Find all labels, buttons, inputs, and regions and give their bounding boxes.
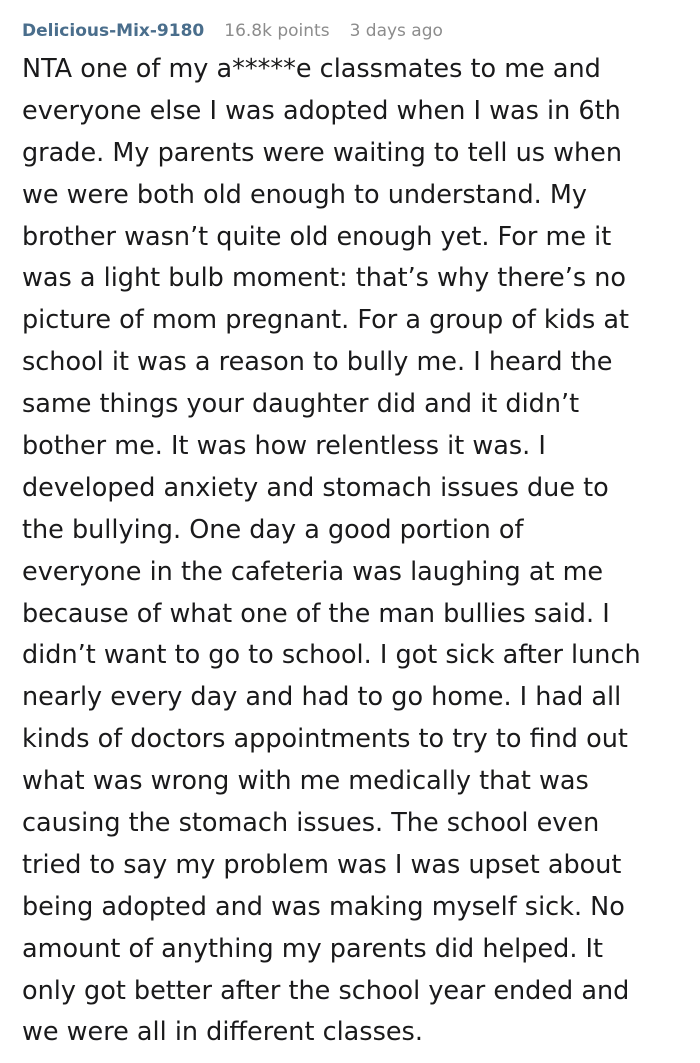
points-count: 16.8k points bbox=[224, 21, 330, 41]
comment-body-line: everyone else I was adopted when I was in 6th bbox=[22, 95, 621, 126]
comment-meta bbox=[22, 18, 680, 44]
author-link[interactable]: Delicious-Mix-9180 bbox=[22, 21, 205, 41]
comment-body-line: same things your daughter did and it didn’t bbox=[22, 389, 580, 420]
comment-body-line: picture of mom pregnant. For a group of kids at bbox=[22, 305, 629, 336]
timestamp: 3 days ago bbox=[349, 21, 443, 41]
comment-body-line: only got better after the school year ended and bbox=[22, 975, 630, 1006]
comment-body-line: tried to say my problem was I was upset about bbox=[22, 849, 622, 880]
comment-body-line: developed anxiety and stomach issues due to bbox=[22, 472, 609, 503]
comment-body-line: we were both old enough to understand. My bbox=[22, 179, 587, 210]
comment-body-line: everyone in the cafeteria was laughing at me bbox=[22, 556, 604, 587]
comment-body-line: NTA one of my a*****e classmates to me and bbox=[22, 54, 601, 84]
comment-body-line: nearly every day and had to go home. I had all bbox=[22, 682, 622, 713]
comment-body-line: because of what one of the man bullies said. I bbox=[22, 598, 610, 629]
comment-body-line: was a light bulb moment: that’s why there’s no bbox=[22, 263, 626, 294]
comment-body-line: didn’t want to go to school. I got sick after lunch bbox=[22, 640, 641, 671]
comment-body-line: bother me. It was how relentless it was. I bbox=[22, 431, 546, 462]
comment-body bbox=[22, 49, 680, 1054]
comment-body-line: causing the stomach issues. The school even bbox=[22, 808, 600, 839]
comment-body-line: the bullying. One day a good portion of bbox=[22, 514, 524, 545]
comment-body-line: brother wasn’t quite old enough yet. For me it bbox=[22, 221, 612, 252]
comment-body-line: grade. My parents were waiting to tell us when bbox=[22, 137, 623, 168]
comment-body-line: what was wrong with me medically that was bbox=[22, 766, 589, 797]
comment-body-line: amount of anything my parents did helped. It bbox=[22, 933, 604, 964]
comment-body-line: being adopted and was making myself sick. No bbox=[22, 891, 625, 922]
comment-body-line: we were all in different classes. bbox=[22, 1017, 423, 1048]
comment-body-line: school it was a reason to bully me. I heard the bbox=[22, 347, 613, 378]
comment-body-line: kinds of doctors appointments to try to find out bbox=[22, 724, 628, 755]
